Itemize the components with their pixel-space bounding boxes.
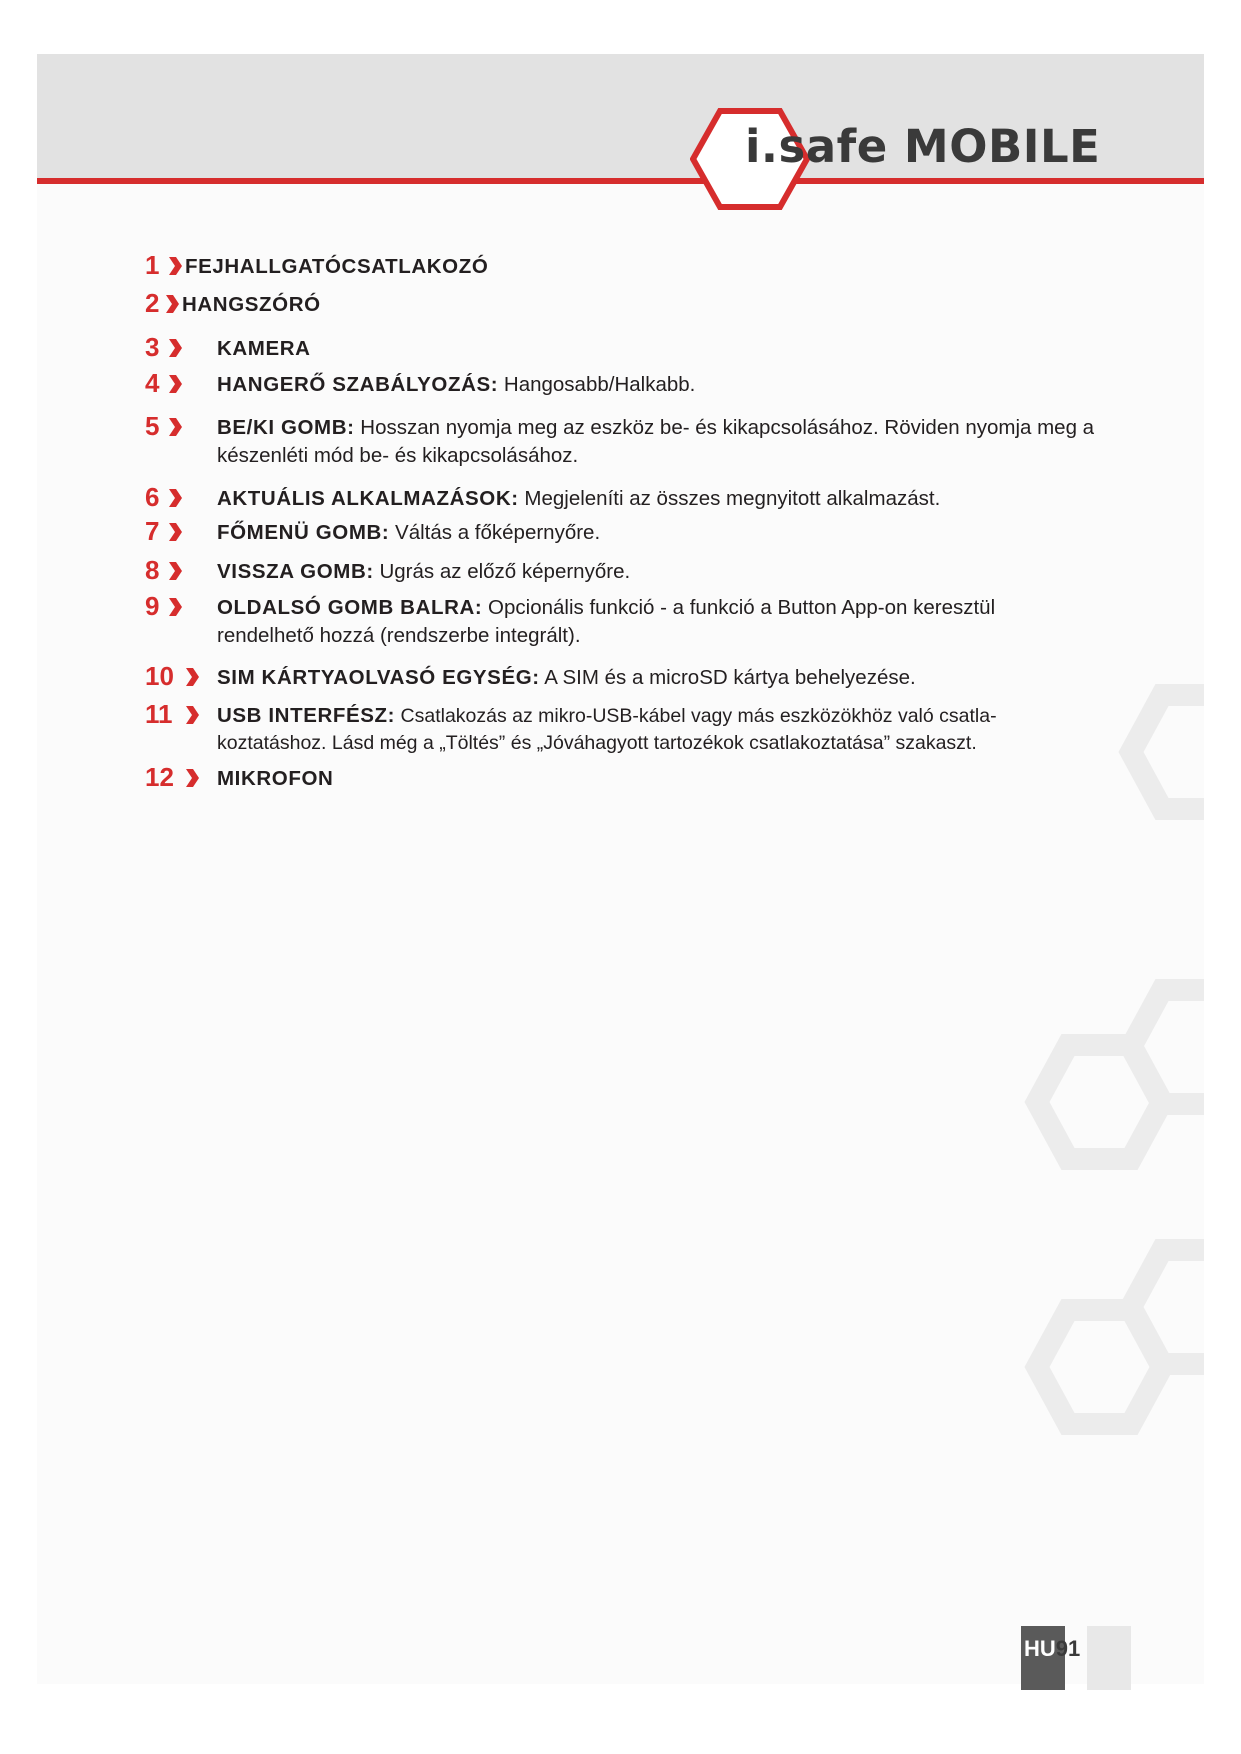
chevron-right-icon [169,257,182,275]
item-text: MIKROFON [217,767,334,790]
item-text: BE/KI GOMB: Hosszan nyomja meg az eszköz be- és kikapcsolásához. Röviden nyomja meg a készenléti mód be- és kikapcsolásához. [217,416,1095,467]
decorative-hexagons [950,680,1204,1580]
item-number: 2 [145,288,160,318]
item-number: 1 [145,250,160,280]
chevron-right-icon [169,562,182,580]
item-number: 12 [145,762,174,792]
item-text: HANGERŐ SZABÁLYOZÁS: Hangosabb/Halkabb. [217,373,696,396]
item-number: 9 [145,591,160,621]
page-number-tab-light [1087,1626,1131,1690]
chevron-right-icon [186,706,199,724]
item-number: 5 [145,411,160,441]
item-text: VISSZA GOMB: Ugrás az előző képernyőre. [217,560,631,583]
chevron-right-icon [186,668,199,686]
item-text: OLDALSÓ GOMB BALRA: Opcionális funkció - a funkció a Button App-on keresztül rendelhető hozzá (rendszerbe integrált). [217,596,996,647]
item-text: FŐMENÜ GOMB: Váltás a főképernyőre. [217,521,601,544]
chevron-right-icon [169,598,182,616]
chevron-right-icon [166,295,179,313]
company-logo: i.safe MOBILE [745,120,1101,173]
item-number: 7 [145,516,160,546]
chevron-right-icon [169,418,182,436]
item-number: 11 [145,699,173,729]
page-number: HU91 [1024,1636,1081,1661]
item-number: 8 [145,555,160,585]
chevron-right-icon [186,769,199,787]
chevron-right-icon [169,339,182,357]
item-number: 10 [145,661,174,691]
item-text: SIM KÁRTYAOLVASÓ EGYSÉG: A SIM és a microSD kártya behelyezése. [217,666,916,689]
item-text: USB INTERFÉSZ: Csatlakozás az mikro-USB-kábel vagy más eszközökhöz való csatla-koztatáshoz. Lásd még a „Töltés” és „Jóváhagyott tartozékok csatlakoztatása” szakaszt. [217,704,997,754]
chevron-right-icon [169,523,182,541]
item-text: AKTUÁLIS ALKALMAZÁSOK: Megjeleníti az összes megnyitott alkalmazást. [217,487,941,510]
item-text: HANGSZÓRÓ [182,293,321,316]
chevron-right-icon [169,489,182,507]
item-text: KAMERA [217,337,311,360]
chevron-right-icon [169,375,182,393]
header-red-line [37,178,1204,184]
item-number: 3 [145,332,160,362]
item-number: 6 [145,482,160,512]
item-text: FEJHALLGATÓCSATLAKOZÓ [185,255,489,278]
item-number: 4 [145,368,160,398]
